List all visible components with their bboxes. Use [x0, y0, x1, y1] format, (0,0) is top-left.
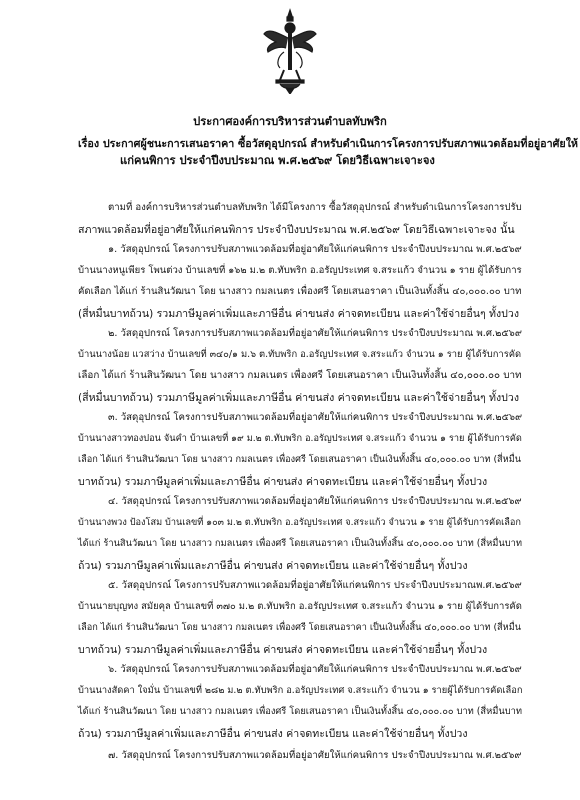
item-line: ได้แก่ ร้านสินวัฒนา โดย นางสาว กมลเนตร เพื่องศรี โดยเสนอราคา เป็นเงินทั้งสิ้น ๔๐,๐๐๐.๐๐ บาท (สี่หมื่นบาท [78, 538, 523, 549]
intro-line: สภาพแวดล้อมที่อยู่อาศัยให้แก่คนพิการ ประจำปีงบประมาณ พ.ศ.๒๕๖๙ โดยวิธีเฉพาะเจาะจง นั้น [78, 224, 515, 236]
item-line: (สี่หมื่นบาทถ้วน) รวมภาษีมูลค่าเพิ่มและภาษีอื่น ค่าขนส่ง ค่าจดทะเบียน และค่าใช้จ่ายอื่นๆ ทั้งปวง [78, 308, 520, 320]
item-line: บ้านนางหนูเพียร โพนต่วง บ้านเลขที่ ๑๖๒ ม.๒ ต.ทับพริก อ.อรัญประเทศ จ.สระแก้ว จำนวน ๑ ราย ผู้ได้รับการ [78, 265, 522, 276]
item-line: เลือก ได้แก่ ร้านสินวัฒนา โดย นางสาว กมลเนตร เพื่องศรี โดยเสนอราคา เป็นเงินทั้งสิ้น ๔๐,๐๐๐.๐๐ บาท [78, 370, 522, 381]
item-line: เลือก ได้แก่ ร้านสินวัฒนา โดย นางสาว กมลเนตร เพื่องศรี โดยเสนอราคา เป็นเงินทั้งสิ้น ๔๐,๐๐๐.๐๐ บาท (สี่หมื่น [78, 622, 522, 633]
organization-title: ประกาศองค์การบริหารส่วนตำบลทับพริก [193, 115, 387, 128]
item-line: ๑. วัสดุอุปกรณ์ โครงการปรับสภาพแวดล้อมที่อยู่อาศัยให้แก่คนพิการ ประจำปีงบประมาณ พ.ศ.๒๕๖๙ [108, 244, 522, 255]
item-line: บ้านนายบุญทง สมัยคุล บ้านเลขที่ ๓๗๐ ม.๒ ต.ทับพริก อ.อรัญประเทศ จ.สระแก้ว จำนวน ๑ ราย ผู้ได้รับการคัด [78, 601, 522, 612]
subject-line-2: แก่คนพิการ ประจำปีงบประมาณ พ.ศ.๒๕๖๙ โดยวิธีเฉพาะเจาะจง [120, 154, 435, 167]
item-line: ๔. วัสดุอุปกรณ์ โครงการปรับสภาพแวดล้อมที่อยู่อาศัยให้แก่คนพิการ ประจำปีงบประมาณ พ.ศ.๒๕๖๙ [108, 496, 522, 507]
announcement-subject [78, 135, 579, 169]
item-line: ๕. วัสดุอุปกรณ์ โครงการปรับสภาพแวดล้อมที่อยู่อาศัยให้แก่คนพิการ ประจำปีงบประมาณพ.ศ.๒๕๖๙ [108, 580, 522, 591]
item-line: คัดเลือก ได้แก่ ร้านสินวัฒนา โดย นางสาว กมลเนตร เพื่องศรี โดยเสนอราคา เป็นเงินทั้งสิ้น ๔๐,๐๐๐.๐๐ บาท [78, 286, 522, 297]
item-line: เลือก ได้แก่ ร้านสินวัฒนา โดย นางสาว กมลเนตร เพื่องศรี โดยเสนอราคา เป็นเงินทั้งสิ้น ๔๐,๐๐๐.๐๐ บาท (สี่หมื่น [78, 454, 522, 465]
item-line: ถ้วน) รวมภาษีมูลค่าเพิ่มและภาษีอื่น ค่าขนส่ง ค่าจดทะเบียน และค่าใช้จ่ายอื่นๆ ทั้งปวง [78, 728, 468, 740]
item-line: บ้านนางสาวทองปอน จันคำ บ้านเลขที่ ๑๙ ม.๒ ต.ทับพริก อ.อรัญประเทศ จ.สระแก้ว จำนวน ๑ ราย ผู้ได้รับการคัด [78, 433, 522, 444]
item-line: (สี่หมื่นบาทถ้วน) รวมภาษีมูลค่าเพิ่มและภาษีอื่น ค่าขนส่ง ค่าจดทะเบียน และค่าใช้จ่ายอื่นๆ ทั้งปวง [78, 392, 520, 404]
item-line: บ้านนางพวง ป้องโสม บ้านเลขที่ ๑๐๓ ม.๒ ต.ทับพริก อ.อรัญประเทศ จ.สระแก้ว จำนวน ๑ ราย ผู้ได้รับการคัดเลือก [78, 517, 521, 528]
item-line: ๓. วัสดุอุปกรณ์ โครงการปรับสภาพแวดล้อมที่อยู่อาศัยให้แก่คนพิการ ประจำปีงบประมาณ พ.ศ.๒๕๖๙ [108, 412, 523, 423]
item-line: บ้านนางสัดคา ใจมั่น บ้านเลขที่ ๒๘๒ ม.๒ ต.ทับพริก อ.อรัญประเทศ จ.สระแก้ว จำนวน ๑ รายผู้ได้รับการคัดเลือก [78, 685, 523, 696]
item-line: บาทถ้วน) รวมภาษีมูลค่าเพิ่มและภาษีอื่น ค่าขนส่ง ค่าจดทะเบียน และค่าใช้จ่ายอื่นๆ ทั้งปวง [78, 476, 488, 488]
item-line: ๗. วัสดุอุปกรณ์ โครงการปรับสภาพแวดล้อมที่อยู่อาศัยให้แก่คนพิการ ประจำปีงบประมาณ พ.ศ.๒๕๖๙ [108, 750, 522, 761]
item-line: ได้แก่ ร้านสินวัฒนา โดย นางสาว กมลเนตร เพื่องศรี โดยเสนอราคา เป็นเงินทั้งสิ้น ๔๐,๐๐๐.๐๐ บาท (สี่หมื่นบาท [78, 706, 523, 717]
subject-line-1: เรื่อง ประกาศผู้ชนะการเสนอราคา ซื้อวัสดุอุปกรณ์ สำหรับดำเนินการโครงการปรับสภาพแวดล้อมที่อยู่อาศัยให้ [78, 137, 579, 150]
item-line: ๒. วัสดุอุปกรณ์ โครงการปรับสภาพแวดล้อมที่อยู่อาศัยให้แก่คนพิการ ประจำปีงบประมาณ พ.ศ.๒๕๖๙ [108, 328, 522, 339]
item-line: บ้านนางน้อย แวสว่าง บ้านเลขที่ ๓๔๐/๑ ม.๖ ต.ทับพริก อ.อรัญประเทศ จ.สระแก้ว จำนวน ๑ ราย ผู้ได้รับการคัด [78, 349, 522, 360]
item-line: ถ้วน) รวมภาษีมูลค่าเพิ่มและภาษีอื่น ค่าขนส่ง ค่าจดทะเบียน และค่าใช้จ่ายอื่นๆ ทั้งปวง [78, 560, 468, 572]
item-line: ๖. วัสดุอุปกรณ์ โครงการปรับสภาพแวดล้อมที่อยู่อาศัยให้แก่คนพิการ ประจำปีงบประมาณ พ.ศ.๒๕๖๙ [108, 664, 522, 675]
intro-line: ตามที่ องค์การบริหารส่วนตำบลทับพริก ได้มีโครงการ ซื้อวัสดุอุปกรณ์ สำหรับดำเนินการโครงการปรับ [108, 202, 522, 213]
garuda-emblem-icon [262, 8, 318, 94]
item-line: บาทถ้วน) รวมภาษีมูลค่าเพิ่มและภาษีอื่น ค่าขนส่ง ค่าจดทะเบียน และค่าใช้จ่ายอื่นๆ ทั้งปวง [78, 644, 488, 656]
